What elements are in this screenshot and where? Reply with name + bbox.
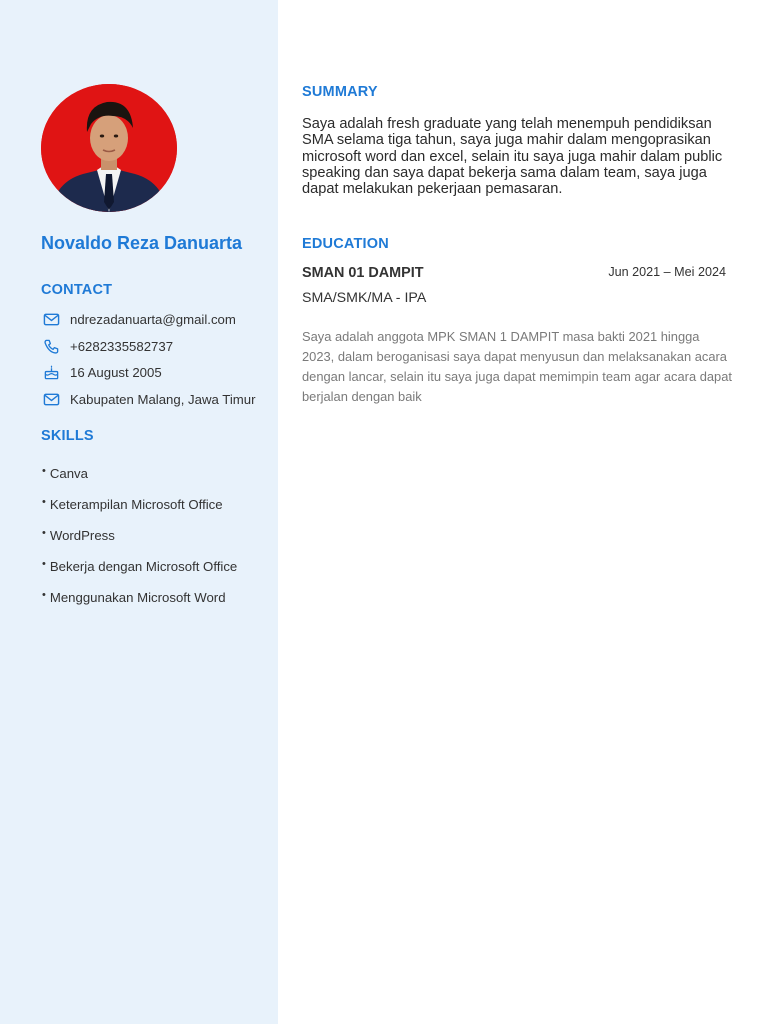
skill-label: Canva bbox=[49, 466, 88, 481]
skill-label: Keterampilan Microsoft Office bbox=[49, 497, 223, 512]
summary-section-title: SUMMARY bbox=[302, 84, 378, 100]
contact-birthday-text: 16 August 2005 bbox=[70, 364, 162, 380]
skill-item bbox=[42, 466, 88, 481]
contact-address-text: Kabupaten Malang, Jawa Timur bbox=[70, 391, 256, 407]
contact-email[interactable] bbox=[41, 309, 236, 329]
skill-item bbox=[42, 497, 223, 512]
education-section-title: EDUCATION bbox=[302, 236, 389, 252]
bullet-icon: • bbox=[42, 495, 46, 508]
mail-icon bbox=[41, 389, 61, 409]
profile-photo bbox=[41, 84, 177, 212]
education-description: Saya adalah anggota MPK SMAN 1 DAMPIT masa bakti 2021 hingga 2023, dalam beroganisasi saya dapat menyusun dan melaksanakan acara dengan lancar, selain itu saya juga dapat memimpin team agar acara dapat berjalan dengan baik bbox=[302, 329, 732, 404]
contact-email-text: ndrezadanuarta@gmail.com bbox=[70, 311, 236, 327]
skill-label: WordPress bbox=[49, 528, 115, 543]
skill-label: Menggunakan Microsoft Word bbox=[49, 590, 226, 605]
skill-item bbox=[42, 528, 115, 543]
skill-label: Bekerja dengan Microsoft Office bbox=[49, 559, 238, 574]
contact-phone-text: +6282335582737 bbox=[70, 338, 174, 354]
contact-phone[interactable] bbox=[41, 336, 173, 356]
profile-photo-illustration bbox=[41, 84, 177, 212]
contact-section-title: CONTACT bbox=[41, 282, 113, 298]
bullet-icon: • bbox=[42, 557, 46, 570]
summary-text: Saya adalah fresh graduate yang telah menempuh pendidiksan SMA selama tiga tahun, saya juga mahir dalam mengoprasikan microsoft word dan excel, selain itu saya juga mahir dalam public speaking dan saya dapat bekerja sama dalam team, saya juga dapat melakukan pekerjaan pemasaran. bbox=[302, 116, 723, 198]
phone-icon bbox=[41, 336, 61, 356]
skill-item bbox=[42, 590, 226, 605]
skills-section-title: SKILLS bbox=[41, 428, 94, 444]
contact-birthday bbox=[41, 362, 162, 382]
bullet-icon: • bbox=[42, 464, 46, 477]
education-school: SMAN 01 DAMPIT bbox=[302, 265, 424, 281]
bullet-icon: • bbox=[42, 588, 46, 601]
birthday-cake-icon bbox=[41, 362, 61, 382]
candidate-name: Novaldo Reza Danuarta bbox=[41, 233, 243, 253]
education-degree: SMA/SMK/MA - IPA bbox=[302, 290, 427, 306]
education-dates: Jun 2021 – Mei 2024 bbox=[608, 265, 726, 279]
contact-address bbox=[41, 389, 255, 409]
skill-item bbox=[42, 559, 237, 574]
mail-icon bbox=[41, 309, 61, 329]
bullet-icon: • bbox=[42, 526, 46, 539]
